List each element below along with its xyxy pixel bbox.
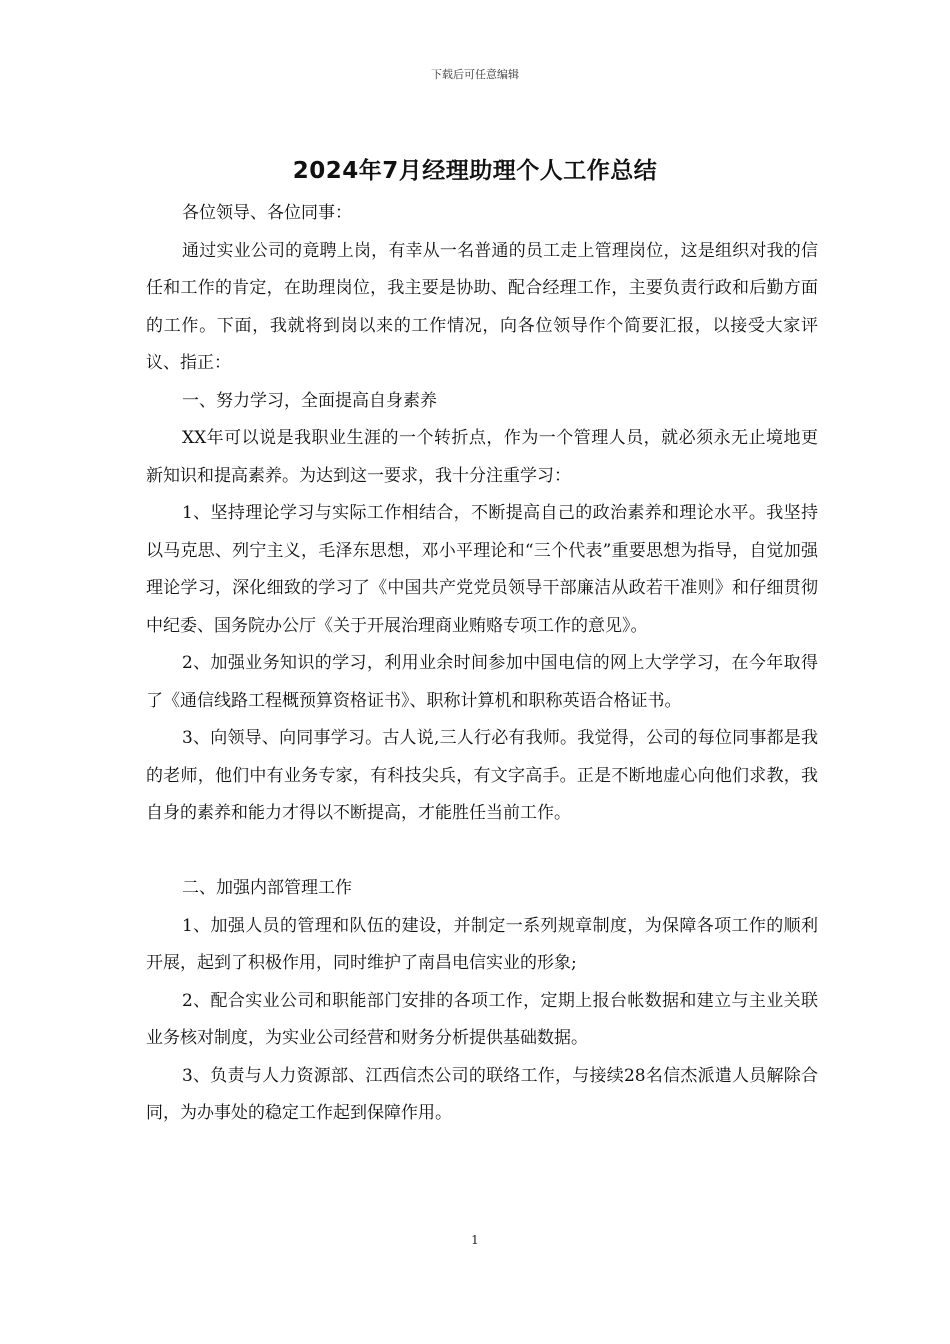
document-body <box>146 195 818 1133</box>
list-item-2-2: 2、配合实业公司和职能部门安排的各项工作，定期上报台帐数据和建立与主业关联业务核对制度，为实业公司经营和财务分析提供基础数据。 <box>146 990 818 1048</box>
intro-paragraph: 通过实业公司的竟聘上岗，有幸从一名普通的员工走上管理岗位，这是组织对我的信任和工作的肯定，在助理岗位，我主要是协助、配合经理工作，主要负责行政和后勤方面的工作。下面，我就将到岗以来的工作情况，向各位领导作个简要汇报，以接受大家评议、指正： <box>146 240 818 373</box>
list-item-1-2: 2、加强业务知识的学习，利用业余时间参加中国电信的网上大学学习，在今年取得了《通信线路工程概预算资格证书》、职称计算机和职称英语合格证书。 <box>146 653 818 711</box>
header-note: 下载后可任意编辑 <box>431 68 519 81</box>
salutation: 各位领导、各位同事： <box>182 203 352 223</box>
page-number: 1 <box>471 1233 479 1247</box>
section-heading-2: 二、加强内部管理工作 <box>182 878 352 898</box>
list-item-1-1: 1、坚持理论学习与实际工作相结合，不断提高自己的政治素养和理论水平。我坚持以马克思、列宁主义，毛泽东思想，邓小平理论和“三个代表”重要思想为指导，自觉加强理论学习，深化细致的学习了《中国共产党党员领导干部廉洁从政若干准则》和仔细贯彻中纪委、国务院办公厅《关于开展治理商业贿赂专项工作的意见》。 <box>146 503 818 636</box>
section-heading-1: 一、努力学习，全面提高自身素养 <box>182 390 437 411</box>
list-item-2-3: 3、负责与人力资源部、江西信杰公司的联络工作，与接续28名信杰派遣人员解除合同，为办事处的稳定工作起到保障作用。 <box>146 1065 818 1123</box>
paragraph: XX年可以说是我职业生涯的一个转折点，作为一个管理人员，就必须永无止境地更新知识和提高素养。为达到这一要求，我十分注重学习： <box>146 428 818 486</box>
document-title: 2024年7月经理助理个人工作总结 <box>292 158 658 184</box>
blank-line <box>146 833 818 871</box>
list-item-1-3: 3、向领导、向同事学习。古人说,三人行必有我师。我觉得，公司的每位同事都是我的老师，他们中有业务专家，有科技尖兵，有文字高手。正是不断地虚心向他们求教，我自身的素养和能力才得以不断提高，才能胜任当前工作。 <box>146 728 818 823</box>
list-item-2-1: 1、加强人员的管理和队伍的建设，并制定一系列规章制度，为保障各项工作的顺利开展，起到了积极作用，同时维护了南昌电信实业的形象; <box>146 915 818 973</box>
